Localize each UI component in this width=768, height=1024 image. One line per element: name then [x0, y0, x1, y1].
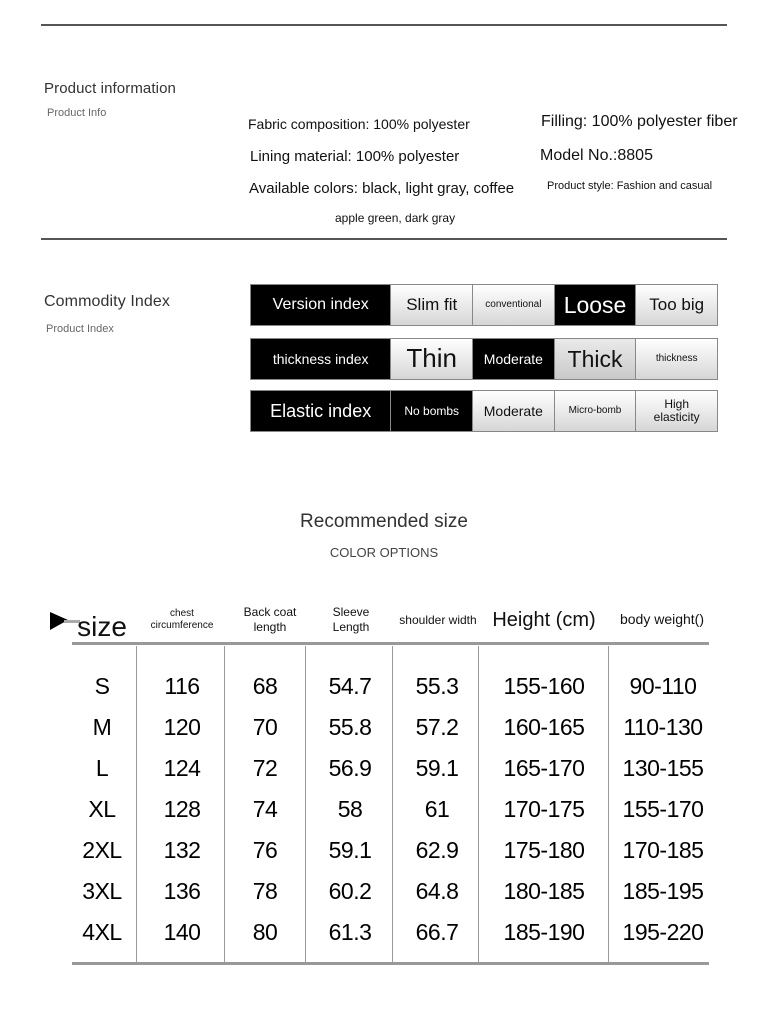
cell-shoulder: 62.9 — [415, 837, 459, 863]
product-style: Product style: Fashion and casual — [547, 180, 713, 192]
cell-chest: 124 — [163, 755, 201, 781]
cell-weight: 155-170 — [622, 796, 704, 822]
cell-sleeve: 61.3 — [328, 919, 372, 945]
cell-sleeve: 54.7 — [328, 673, 372, 699]
cell-chest: 120 — [163, 714, 201, 740]
version-index-label: Version index — [251, 285, 390, 325]
cell-height: 165-170 — [503, 755, 585, 781]
option-moderate-selected: Moderate — [472, 339, 554, 379]
option-thin: Thin — [390, 339, 472, 379]
cell-back-length: 76 — [252, 837, 278, 863]
cell-shoulder: 66.7 — [415, 919, 459, 945]
commodity-index-subtitle: Product Index — [46, 323, 114, 335]
cell-size: M — [92, 714, 112, 740]
header-back-length: Back coat length — [243, 605, 297, 634]
cell-sleeve: 59.1 — [328, 837, 372, 863]
cell-back-length: 68 — [252, 673, 278, 699]
cell-weight: 90-110 — [629, 673, 697, 699]
option-moderate: Moderate — [472, 391, 554, 431]
thickness-index-row — [250, 338, 718, 380]
cell-chest: 116 — [164, 673, 200, 699]
cell-sleeve: 55.8 — [328, 714, 372, 740]
cell-shoulder: 64.8 — [415, 878, 459, 904]
cell-sleeve: 60.2 — [328, 878, 372, 904]
cell-size: 2XL — [82, 837, 122, 863]
cell-shoulder: 57.2 — [415, 714, 459, 740]
cell-height: 185-190 — [503, 919, 585, 945]
thickness-index-label: thickness index — [251, 339, 390, 379]
option-conventional: conventional — [472, 285, 554, 325]
cell-back-length: 72 — [252, 755, 278, 781]
cell-chest: 136 — [163, 878, 201, 904]
cell-sleeve: 58 — [337, 796, 363, 822]
header-height: Height (cm) — [492, 608, 596, 631]
option-micro-bomb: Micro-bomb — [554, 391, 636, 431]
cell-size: XL — [88, 796, 116, 822]
header-weight: body weight() — [619, 611, 705, 628]
option-thickness: thickness — [635, 339, 717, 379]
lining-material: Lining material: 100% polyester — [250, 148, 460, 165]
cell-height: 170-175 — [503, 796, 585, 822]
cell-weight: 170-185 — [622, 837, 704, 863]
option-high-elasticity: High elasticity — [635, 391, 717, 431]
cell-shoulder: 61 — [424, 796, 450, 822]
cell-height: 180-185 — [503, 878, 585, 904]
cell-size: 4XL — [82, 919, 122, 945]
cell-size: 3XL — [82, 878, 122, 904]
cell-sleeve: 56.9 — [328, 755, 372, 781]
cell-back-length: 80 — [252, 919, 278, 945]
model-number: Model No.:8805 — [540, 147, 653, 164]
product-info-subtitle: Product Info — [47, 107, 107, 119]
column-divider — [224, 646, 225, 962]
option-loose-selected: Loose — [554, 285, 636, 325]
table-header-rule — [72, 642, 709, 645]
cell-chest: 128 — [163, 796, 201, 822]
cell-weight: 110-130 — [623, 714, 703, 740]
cell-weight: 195-220 — [622, 919, 704, 945]
column-divider — [608, 646, 609, 962]
filling: Filling: 100% polyester fiber — [541, 113, 738, 130]
cell-weight: 185-195 — [622, 878, 704, 904]
cell-chest: 140 — [163, 919, 201, 945]
cell-height: 160-165 — [503, 714, 585, 740]
table-bottom-rule — [72, 962, 709, 965]
cell-shoulder: 55.3 — [415, 673, 459, 699]
available-colors-more: apple green, dark gray — [335, 211, 456, 225]
cell-shoulder: 59.1 — [415, 755, 459, 781]
elastic-index-label: Elastic index — [251, 391, 390, 431]
cell-chest: 132 — [163, 837, 201, 863]
size-chart-subtitle: COLOR OPTIONS — [329, 545, 439, 560]
option-no-bombs-selected: No bombs — [390, 391, 472, 431]
cell-weight: 130-155 — [622, 755, 704, 781]
option-slim-fit: Slim fit — [390, 285, 472, 325]
top-divider — [41, 24, 727, 26]
cell-height: 175-180 — [503, 837, 585, 863]
cell-height: 155-160 — [503, 673, 585, 699]
option-thick: Thick — [554, 339, 636, 379]
product-info-title: Product information — [44, 80, 176, 97]
column-divider — [136, 646, 137, 962]
header-size: size — [77, 610, 127, 642]
cell-back-length: 74 — [252, 796, 278, 822]
option-too-big: Too big — [635, 285, 717, 325]
fabric-composition: Fabric composition: 100% polyester — [248, 116, 470, 132]
elastic-index-row — [250, 390, 718, 432]
cell-size: L — [95, 755, 109, 781]
version-index-row — [250, 284, 718, 326]
available-colors: Available colors: black, light gray, coffee — [249, 180, 515, 197]
header-sleeve: Sleeve Length — [332, 605, 370, 634]
cell-back-length: 78 — [252, 878, 278, 904]
cell-size: S — [94, 673, 110, 699]
cell-back-length: 70 — [252, 714, 278, 740]
size-chart-title: Recommended size — [300, 511, 468, 532]
commodity-index-title: Commodity Index — [44, 293, 170, 310]
section-divider — [41, 238, 727, 240]
header-shoulder: shoulder width — [399, 612, 477, 627]
header-chest: chest circumference — [150, 607, 214, 631]
